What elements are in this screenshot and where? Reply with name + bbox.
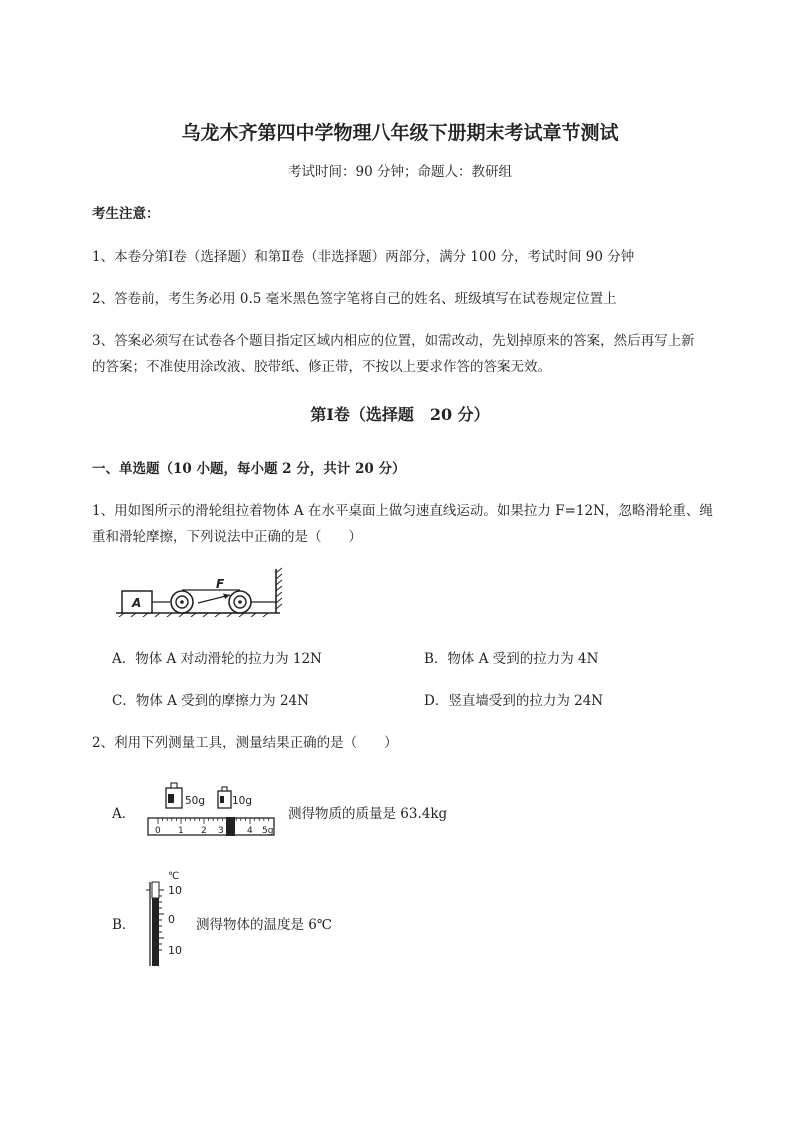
pulley-figure	[112, 565, 287, 617]
q2-option-b-letter[interactable]: B．	[112, 917, 136, 933]
notice-item-2: 2、答卷前，考生务必用 0.5 毫米黑色签字笔将自己的姓名、班级填写在试卷规定位置上	[92, 291, 617, 307]
question-1-stem-line1: 1、用如图所示的滑轮组拉着物体 A 在水平桌面上做匀速直线运动。如果拉力 F=12N，忽略滑轮重、绳	[92, 503, 713, 519]
thermometer-label-zero: 0	[168, 913, 175, 926]
tick-2: 2	[201, 826, 207, 836]
thermometer-figure	[140, 868, 192, 968]
tick-4: 4	[247, 826, 253, 836]
question-2-stem: 2、利用下列测量工具，测量结果正确的是（ ）	[92, 735, 398, 751]
q1-option-d[interactable]: D．竖直墙受到的拉力为 24N	[424, 693, 604, 709]
block-a-label: A	[132, 596, 142, 610]
tick-5g: 5g	[262, 826, 274, 836]
page-subtitle: 考试时间：90 分钟；命题人：教研组	[288, 164, 512, 180]
thermometer-column	[152, 898, 159, 966]
force-label: F	[216, 577, 225, 591]
notice-item-3-cont: 的答案；不准使用涂改液、胶带纸、修正带，不按以上要求作答的答案无效。	[92, 359, 551, 375]
tick-1: 1	[178, 826, 184, 836]
question-1-stem-line2: 重和滑轮摩擦，下列说法中正确的是（ ）	[92, 529, 362, 545]
balance-figure	[146, 780, 278, 840]
part-heading: 一、单选题（10 小题，每小题 2 分，共计 20 分）	[92, 461, 406, 477]
tick-0: 0	[155, 826, 161, 836]
tick-3: 3	[218, 826, 224, 836]
q1-option-a[interactable]: A．物体 A 对动滑轮的拉力为 12N	[112, 651, 322, 667]
q1-option-b[interactable]: B．物体 A 受到的拉力为 4N	[424, 651, 599, 667]
wall-hatching	[276, 568, 282, 609]
thermometer-unit: ℃	[168, 871, 180, 882]
notice-item-3: 3、答案必须写在试卷各个题目指定区域内相应的位置，如需改动，先划掉原来的答案，然后再写上新	[92, 333, 695, 349]
notice-heading: 考生注意：	[92, 206, 160, 222]
page-title: 乌龙木齐第四中学物理八年级下册期末考试章节测试	[181, 122, 619, 144]
section-title: 第Ⅰ卷（选择题 20 分）	[310, 405, 490, 424]
q2-option-a-letter[interactable]: A．	[112, 806, 136, 822]
notice-item-1: 1、本卷分第Ⅰ卷（选择题）和第Ⅱ卷（非选择题）两部分，满分 100 分，考试时间 90 分钟	[92, 249, 635, 265]
thermometer-label-bottom: 10	[168, 944, 182, 957]
rider	[226, 817, 235, 836]
q1-option-c[interactable]: C．物体 A 受到的摩擦力为 24N	[112, 693, 309, 709]
q2-option-a-text[interactable]: 测得物质的质量是 63.4kg	[288, 806, 448, 822]
q2-option-b-text[interactable]: 测得物体的温度是 6℃	[196, 917, 332, 933]
thermometer-label-top: 10	[168, 884, 182, 897]
weight-50g-label: 50g	[185, 795, 206, 807]
weight-10g	[218, 791, 231, 808]
weight-10g-label: 10g	[232, 795, 253, 807]
